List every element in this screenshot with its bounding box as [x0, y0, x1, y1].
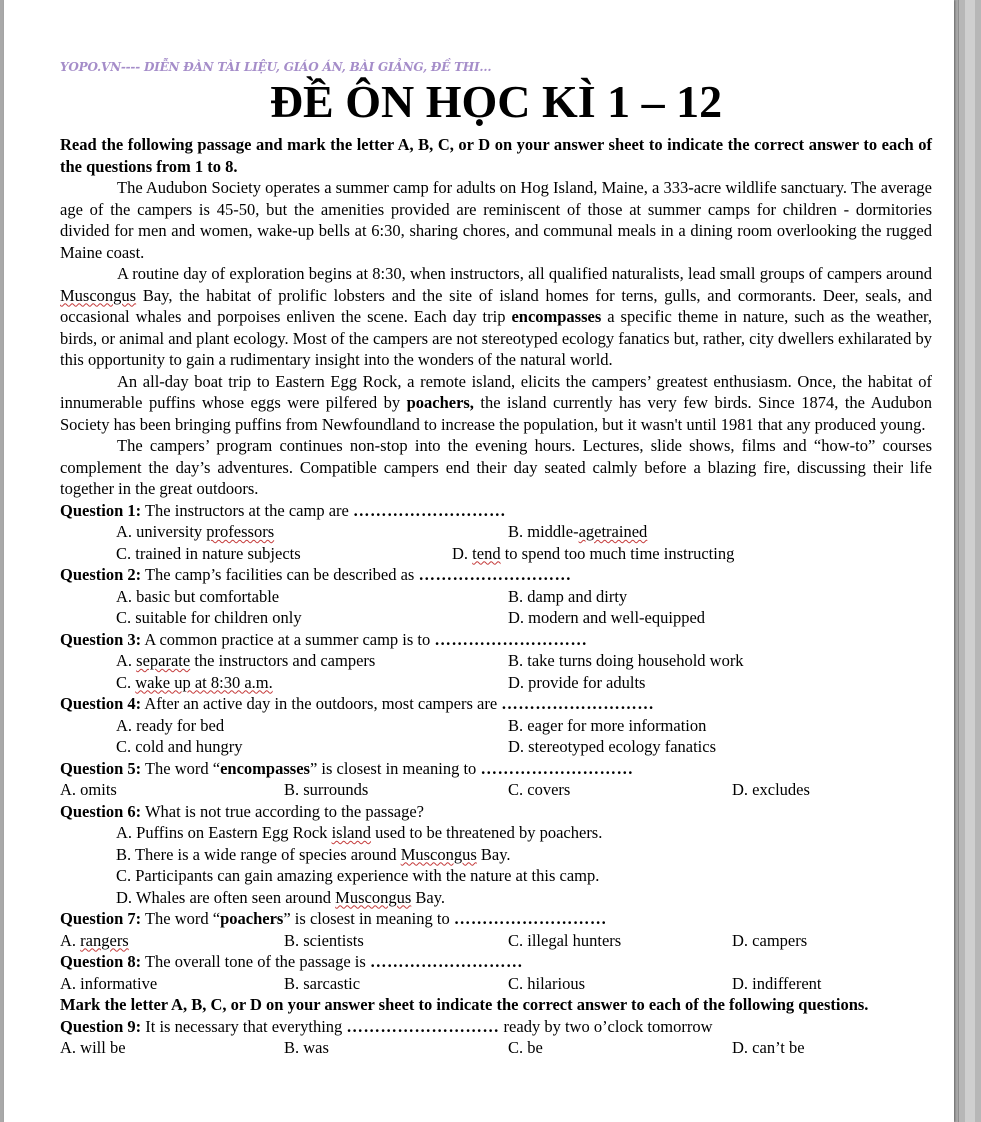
- option-text: C.: [116, 672, 136, 692]
- option-b: B. damp and dirty: [508, 586, 628, 606]
- question-5: [60, 758, 932, 780]
- spellcheck-word: agetrained: [578, 522, 648, 541]
- question-text: A common practice at a summer camp is to: [141, 629, 435, 649]
- option-a: [116, 650, 508, 672]
- question-label: Question 5:: [60, 758, 142, 778]
- question-8: [60, 951, 932, 973]
- option-b: B. surrounds: [284, 780, 369, 799]
- question-text: The word “: [141, 758, 221, 778]
- option-text: A.: [60, 930, 81, 950]
- question-text: After an active day in the outdoors, most campers are: [141, 694, 502, 713]
- question-text: The word “: [141, 909, 221, 928]
- text-span: Bay, the habitat of prolific lobsters and the site of island homes for terns, gulls, and cormorants. Deer, seals, and occasional whales and porpoises enliven the scene. Each day trip: [60, 285, 932, 326]
- question-label: Question 8:: [60, 952, 142, 971]
- question-4-options: [60, 715, 932, 758]
- text-span: a specific theme in nature, such as the weather, birds, or animal and plant ecology. Most of the campers are not stereotyped ecology fanatics but, rather, city dwellers exhilarated by this opportunity to gain a rudimentary insight into the wonders of the natural world.: [60, 307, 932, 369]
- spellcheck-word: wake up at 8:30 a.m.: [135, 672, 273, 692]
- text-span: A routine day of exploration begins at 8:30, when instructors, all qualified naturalists, lead small groups of campers around: [117, 264, 932, 283]
- question-6-option-d: [60, 887, 932, 909]
- option-c: C. covers: [508, 780, 571, 799]
- option-text: A.: [116, 651, 137, 670]
- spellcheck-word: Muscongus: [335, 887, 412, 907]
- spellcheck-word: professors: [206, 522, 275, 541]
- question-2: [60, 564, 932, 586]
- option-text: A. university: [116, 522, 207, 541]
- question-label: Question 3:: [60, 629, 142, 649]
- question-label: Question 2:: [60, 565, 142, 584]
- option-text: to spend too much time instructing: [500, 543, 735, 563]
- option-d: D. campers: [732, 930, 808, 950]
- spellcheck-word: Muscongus: [60, 285, 137, 305]
- option-d: D. excludes: [732, 780, 810, 799]
- option-c: C. cold and hungry: [116, 737, 243, 756]
- option-c: C. be: [508, 1038, 543, 1057]
- option-a: A. ready for bed: [116, 715, 225, 735]
- question-label: Question 9:: [60, 1016, 142, 1036]
- question-6-option-a: [60, 822, 932, 844]
- bold-word: encompasses: [511, 307, 602, 326]
- question-label: Question 7:: [60, 909, 142, 928]
- option-c: C. trained in nature subjects: [116, 543, 301, 563]
- option-text: B. There is a wide range of species around: [116, 844, 401, 864]
- option-c: C. illegal hunters: [508, 930, 622, 950]
- option-b: B. eager for more information: [508, 715, 707, 735]
- passage-paragraph-1: The Audubon Society operates a summer camp for adults on Hog Island, Maine, a 333-acre wildlife sanctuary. The average age of the campers is 45-50, but the amenities provided are reminiscent of those at summer camps for children - dormitories divided for men and women, wake-up bells at 6:30, sharing chores, and communal meals in a dining room overlooking the rugged Maine coast.: [60, 178, 932, 262]
- option-d: D. can’t be: [732, 1038, 805, 1057]
- question-3: [60, 629, 932, 651]
- option-a: A. informative: [60, 973, 158, 993]
- bold-word: encompasses: [220, 758, 310, 778]
- question-5-options: [60, 779, 932, 801]
- option-b: B. was: [284, 1038, 329, 1057]
- option-a: A. will be: [60, 1038, 126, 1057]
- option-a: [60, 930, 284, 952]
- passage-paragraph-2: [60, 263, 932, 371]
- option-b: [508, 521, 928, 543]
- question-8-options: [60, 973, 932, 995]
- answer-blank: ………………………: [352, 500, 506, 520]
- spellcheck-word: island: [331, 823, 371, 842]
- vertical-scrollbar[interactable]: [958, 0, 981, 1122]
- question-6-option-c: C. Participants can gain amazing experience with the nature at this camp.: [116, 866, 600, 885]
- header-link[interactable]: YOPO.VN---- DIỄN ĐÀN TÀI LIỆU, GIÁO ÁN, BÀI GIẢNG, ĐỀ THI...: [60, 60, 492, 74]
- option-a: A. omits: [60, 780, 117, 799]
- instruction-1: Read the following passage and mark the letter A, B, C, or D on your answer sheet to indicate the correct answer to each of the questions from 1 to 8.: [60, 135, 932, 176]
- option-text: Bay.: [476, 844, 511, 864]
- option-text: the instructors and campers: [190, 651, 376, 670]
- text-span: An all-day boat trip to Eastern Egg Rock, a remote island, elicits the campers’ greatest enthusiasm. Once, the habitat of innumerable puffins whose eggs were pilfered by: [60, 371, 932, 412]
- option-d: D. provide for adults: [508, 672, 646, 692]
- option-c: [116, 672, 508, 694]
- option-d: [452, 543, 928, 565]
- question-text: ” is closest in meaning to: [309, 758, 481, 778]
- question-1: [60, 500, 932, 522]
- option-b: B. take turns doing household work: [508, 651, 744, 670]
- question-text: What is not true according to the passage?: [141, 801, 424, 821]
- option-text: D.: [452, 543, 473, 563]
- passage-paragraph-3: [60, 371, 932, 436]
- passage-paragraph-4: The campers’ program continues non-stop into the evening hours. Lectures, slide shows, films and “how-to” courses complement the day’s adventures. Compatible campers end their day seated calmly before a blazing fire, discussing their life together in the great outdoors.: [60, 436, 932, 498]
- text-span: the island currently has very few birds. Since 1874, the Audubon Society has been bringing puffins from Newfoundland to increase the population, but it wasn't until 1981 that any produced young.: [60, 393, 932, 434]
- spellcheck-word: rangers: [80, 930, 129, 950]
- answer-blank: ………………………: [418, 565, 572, 584]
- question-label: Question 4:: [60, 694, 142, 713]
- page-title: ĐỀ ÔN HỌC KÌ 1 – 12: [269, 76, 723, 127]
- spellcheck-word: separate: [136, 651, 191, 670]
- question-label: Question 6:: [60, 801, 142, 821]
- question-3-options: [60, 650, 932, 693]
- option-c: C. suitable for children only: [116, 608, 302, 627]
- answer-blank: ………………………: [346, 1016, 500, 1036]
- option-a: [116, 521, 508, 543]
- instruction-2: Mark the letter A, B, C, or D on your answer sheet to indicate the correct answer to each of the following questions.: [60, 995, 869, 1014]
- question-6-option-b: [60, 844, 932, 866]
- spellcheck-word: tend: [472, 543, 501, 563]
- question-6: [60, 801, 932, 823]
- question-text: ready by two o’clock tomorrow: [499, 1016, 713, 1036]
- option-text: Bay.: [411, 887, 446, 907]
- question-4: [60, 693, 932, 715]
- spellcheck-word: Muscongus: [400, 844, 477, 864]
- answer-blank: ………………………: [453, 909, 607, 928]
- scrollbar-thumb[interactable]: [965, 0, 975, 1122]
- bold-word: poachers,: [406, 393, 474, 412]
- question-text: ” is closest in meaning to: [283, 909, 454, 928]
- question-9: [60, 1016, 932, 1038]
- answer-blank: ………………………: [434, 629, 588, 649]
- option-b: B. sarcastic: [284, 973, 361, 993]
- bold-word: poachers: [220, 909, 284, 928]
- question-text: The instructors at the camp are: [141, 500, 353, 520]
- option-c: C. hilarious: [508, 973, 585, 993]
- document-content: [60, 60, 932, 1059]
- option-text: used to be threatened by poachers.: [370, 823, 603, 842]
- question-1-options: [60, 521, 932, 564]
- option-d: D. stereotyped ecology fanatics: [508, 737, 717, 756]
- option-b: B. scientists: [284, 930, 364, 950]
- question-9-options: [60, 1037, 932, 1059]
- question-7: [60, 908, 932, 930]
- option-d: D. modern and well-equipped: [508, 608, 706, 627]
- document-page: [4, 0, 954, 1122]
- question-label: Question 1:: [60, 500, 142, 520]
- option-a: A. basic but comfortable: [116, 586, 280, 606]
- answer-blank: ………………………: [369, 952, 523, 971]
- answer-blank: ………………………: [480, 758, 634, 778]
- question-2-options: [60, 586, 932, 629]
- answer-blank: ………………………: [501, 694, 655, 713]
- option-text: A. Puffins on Eastern Egg Rock: [116, 823, 332, 842]
- question-text: It is necessary that everything: [141, 1016, 347, 1036]
- question-7-options: [60, 930, 932, 952]
- option-d: D. indifferent: [732, 973, 822, 993]
- option-text: D. Whales are often seen around: [116, 887, 336, 907]
- question-text: The overall tone of the passage is: [141, 952, 370, 971]
- question-text: The camp’s facilities can be described as: [141, 565, 419, 584]
- option-text: B. middle-: [508, 522, 579, 541]
